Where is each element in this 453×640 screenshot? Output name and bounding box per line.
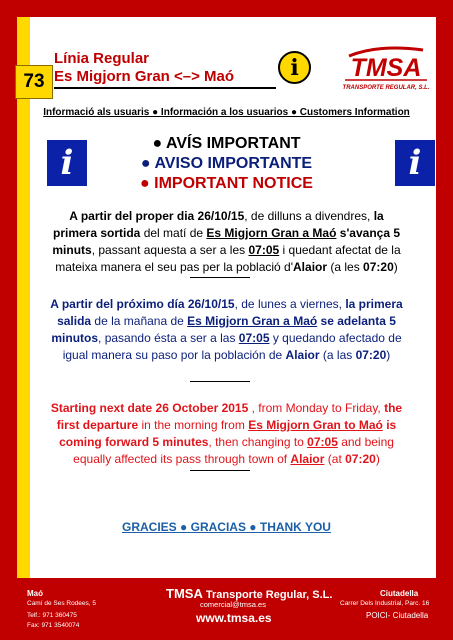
footer-brand: [166, 586, 332, 601]
notice-catalan: ● AVÍS IMPORTANT: [152, 135, 301, 152]
footer-brand-rest: Transporte Regular, S.L.: [202, 589, 333, 601]
footer-left-tel: Telf.: 971 360475: [27, 612, 77, 619]
paragraph-catalan: A partir del proper dia 26/10/15, de dilluns a divendres, la primera sortida del matí de Es Migjorn Gran a Maó s'avança 5 minuts, passant aquesta a ser a les 07:05 i quedant afectat de la mateixa manera el seu pas per la població d'Alaior (a les 07:20): [52, 209, 401, 274]
logo-tagline: TRANSPORTE REGULAR, S.L.: [342, 85, 430, 91]
notice-english: ● IMPORTANT NOTICE: [140, 175, 313, 192]
notice-sheet: [17, 17, 436, 578]
footer-right-city: Ciutadella: [380, 589, 419, 598]
footer-left-city: Maó: [27, 589, 43, 598]
footer-brand-bold: TMSA: [166, 586, 203, 601]
separator: [190, 277, 250, 278]
info-line: Informació als usuaris ● Información a los usuarios ● Customers Information: [43, 107, 410, 118]
route-number-badge: 73: [15, 65, 53, 99]
tmsa-logo: [339, 42, 433, 94]
footer-right-address: Carrer Dels Industrial, Parc. 16: [340, 600, 430, 607]
info-icon-left: i: [47, 140, 87, 186]
separator: [190, 381, 250, 382]
footer-left-address: Camí de Ses Rodees, 5: [27, 600, 97, 607]
footer-email[interactable]: comercial@tmsa.es: [200, 600, 266, 609]
info-icon: i: [278, 51, 311, 84]
route-name: Es Migjorn Gran <–> Maó: [54, 68, 235, 85]
paragraph-english: Starting next date 26 October 2015 , from Monday to Friday, the first departure in the morning from Es Migjorn Gran to Maó is coming forward 5 minutes, then changing to 07:05 and being equally affected its pass through town of Alaior (at 07:20): [50, 401, 403, 466]
footer-website[interactable]: www.tmsa.es: [196, 611, 272, 625]
yellow-side-strip: [17, 17, 30, 578]
thanks-line: GRACIES ● GRACIAS ● THANK YOU: [122, 520, 331, 534]
footer-left-fax: Fax: 971 3540074: [27, 622, 80, 629]
separator: [190, 470, 250, 471]
footer-right-poici: POICI- Ciutadella: [366, 611, 429, 620]
title-underline: [54, 87, 276, 89]
info-icon-right: i: [395, 140, 435, 186]
logo-text: TMSA: [350, 54, 422, 82]
line-title: Línia Regular: [54, 50, 150, 67]
notice-spanish: ● AVISO IMPORTANTE: [140, 155, 313, 172]
paragraph-spanish: A partir del próximo día 26/10/15, de lunes a viernes, la primera salida de la mañana de Es Migjorn Gran a Maó se adelanta 5 minutos, pasando ésta a ser a las 07:05 y quedando afectado de igual manera su paso por la población de Alaior (a las 07:20): [50, 297, 403, 362]
footer: [0, 578, 453, 640]
